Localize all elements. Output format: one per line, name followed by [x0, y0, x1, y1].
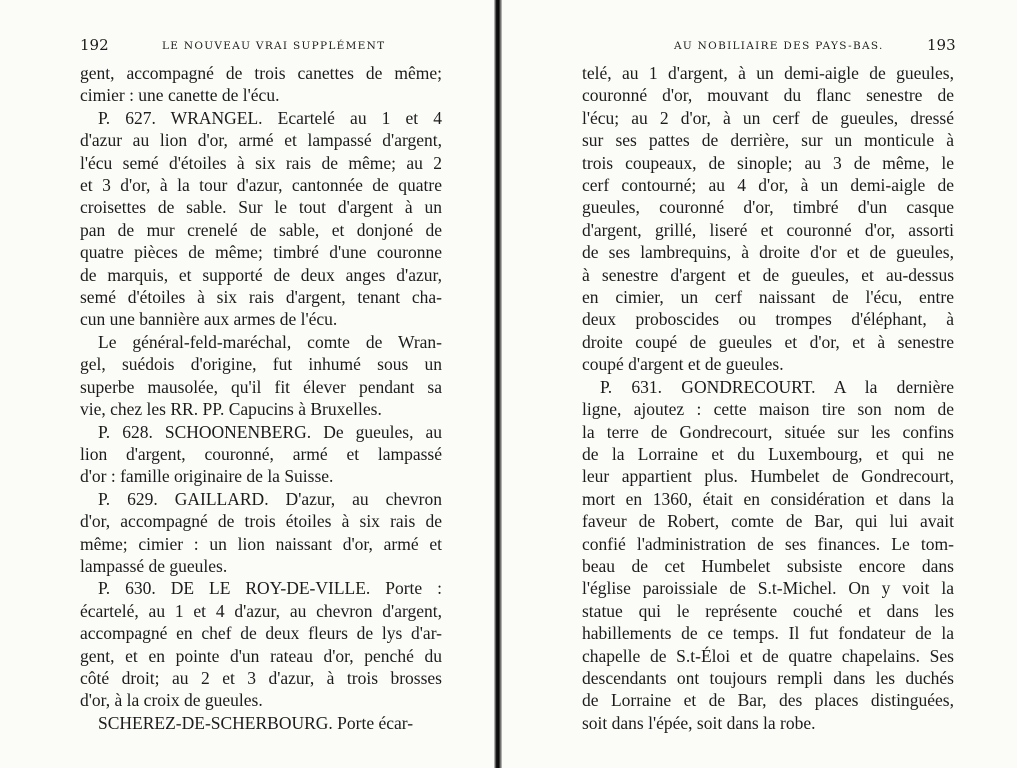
text-line: soit dans l'épée, soit dans la robe. — [582, 712, 816, 733]
text-line: de marquis, et supporté de deux anges d'azur, — [80, 264, 442, 285]
text-line: sur ses pattes de derrière, sur un monticule à — [582, 130, 954, 151]
text-line: superbe mausolée, qu'il fit élever pendant sa — [80, 376, 442, 397]
text-line: P. 627. WRANGEL. Ecartelé au 1 et 4 — [98, 107, 442, 128]
text-line: même; cimier : un lion naissant d'or, armé et — [80, 533, 442, 554]
text-line: ligne, ajoutez : cette maison tire son nom de — [582, 399, 954, 420]
text-line: chapelle de S.t-Éloi et de quatre chapelains. Ses — [582, 645, 954, 666]
text-line: pan de mur crenelé de sable, et donjoné de — [80, 219, 442, 240]
text-line: en cimier, un cerf naissant de l'écu, entre — [582, 287, 954, 308]
text-line: gent, accompagné de trois canettes de même; — [80, 63, 442, 83]
left-page-number: 192 — [80, 36, 109, 54]
left-running-head: LE NOUVEAU VRAI SUPPLÉMENT — [162, 40, 386, 52]
text-line: confié l'administration de ses finances. Le tom- — [582, 533, 954, 554]
text-line: d'or, à la croix de gueules. — [80, 690, 263, 711]
text-line: faveur de Robert, comte de Bar, qui lui avait — [582, 511, 954, 532]
text-line: de ses lambrequins, à droite d'or et de gueules, — [582, 242, 954, 263]
right-page-body — [582, 62, 954, 734]
text-line: leur appartient plus. Humbelet de Gondrecourt, — [582, 466, 954, 487]
text-line: telé, au 1 d'argent, à un demi-aigle de gueules, — [582, 63, 954, 83]
left-page — [0, 0, 494, 768]
text-line: lion d'argent, couronné, armé et lampassé — [80, 443, 442, 464]
text-line: gent, et en pointe d'un rateau d'or, penché du — [80, 645, 442, 666]
text-line: Le général-feld-maréchal, comte de Wran- — [98, 331, 442, 352]
text-line: à senestre d'argent et de gueules, et au-dessus — [582, 264, 954, 285]
text-line: et 3 d'or, à la tour d'azur, cantonnée de quatre — [80, 175, 442, 196]
book-gutter — [494, 0, 502, 768]
left-page-body — [80, 62, 442, 734]
text-line: d'or, accompagné de trois étoiles à six rais de — [80, 511, 442, 532]
text-line: d'azur au lion d'or, armé et lampassé d'argent, — [80, 130, 442, 151]
text-line: P. 629. GAILLARD. D'azur, au chevron — [98, 488, 442, 509]
text-line: d'or : famille originaire de la Suisse. — [80, 466, 334, 487]
text-line: quatre pièces de même; timbré d'une couronne — [80, 242, 442, 263]
text-line: SCHEREZ-DE-SCHERBOURG. Porte écar- — [98, 712, 414, 733]
text-line: trois coupeaux, de sinople; au 3 de même, le — [582, 152, 954, 173]
text-line: écartelé, au 1 et 4 d'azur, au chevron d'argent, — [80, 600, 442, 621]
text-line: deux proboscides ou trompes d'éléphant, à — [582, 309, 954, 330]
text-line: P. 631. GONDRECOURT. A la dernière — [600, 376, 954, 397]
text-line: mort en 1360, était en considération et dans la — [582, 488, 954, 509]
text-line: l'écu semé d'étoiles à six rais de même; au 2 — [80, 152, 442, 173]
text-line: de Lorraine et de Bar, des places distinguées, — [582, 690, 954, 711]
right-page-number: 193 — [927, 36, 956, 54]
text-line: vie, chez les RR. PP. Capucins à Bruxelles. — [80, 399, 382, 420]
text-line: descendants ont toujours rempli dans les duchés — [582, 667, 954, 688]
text-line: beau de cet Humbelet subsiste encore dans — [582, 555, 954, 576]
text-line: l'écu; au 2 d'or, à un cerf de gueules, dressé — [582, 107, 954, 128]
text-line: la terre de Gondrecourt, située sur les confins — [582, 421, 954, 442]
text-line: de la Lorraine et du Luxembourg, et qui ne — [582, 443, 954, 464]
text-line: couronné d'or, mouvant du flanc senestre de — [582, 85, 954, 106]
text-line: l'église paroissiale de S.t-Michel. On y voit la — [582, 578, 954, 599]
text-line: cimier : une canette de l'écu. — [80, 85, 280, 106]
text-line: coupé d'argent et de gueules. — [582, 354, 784, 375]
text-line: habillements de ce temps. Il fut fondateur de la — [582, 623, 954, 644]
text-line: gel, suédois d'origine, fut inhumé sous un — [80, 354, 442, 375]
text-line: gueules, couronné d'or, timbré d'un casque — [582, 197, 954, 218]
right-running-head: AU NOBILIAIRE DES PAYS-BAS. — [674, 40, 884, 52]
text-line: P. 628. SCHOONENBERG. De gueules, au — [98, 421, 442, 442]
text-line: accompagné en chef de deux fleurs de lys d'ar- — [80, 623, 442, 644]
text-line: semé d'étoiles à six rais d'argent, tenant cha- — [80, 287, 442, 308]
text-line: d'argent, grillé, liseré et couronné d'or, assorti — [582, 219, 954, 240]
text-line: lampassé de gueules. — [80, 555, 228, 576]
text-line: P. 630. DE LE ROY-DE-VILLE. Porte : — [98, 578, 442, 599]
text-line: croisettes de sable. Sur le tout d'argent à un — [80, 197, 442, 218]
text-line: statue qui le représente couché et dans les — [582, 600, 954, 621]
text-line: cun une bannière aux armes de l'écu. — [80, 309, 338, 330]
text-line: droite coupé de gueules et d'or, et à senestre — [582, 331, 954, 352]
text-line: cerf contourné; au 4 d'or, à un demi-aigle de — [582, 175, 954, 196]
text-line: côté droit; au 2 et 3 d'azur, à trois brosses — [80, 667, 442, 688]
right-page — [502, 0, 1017, 768]
